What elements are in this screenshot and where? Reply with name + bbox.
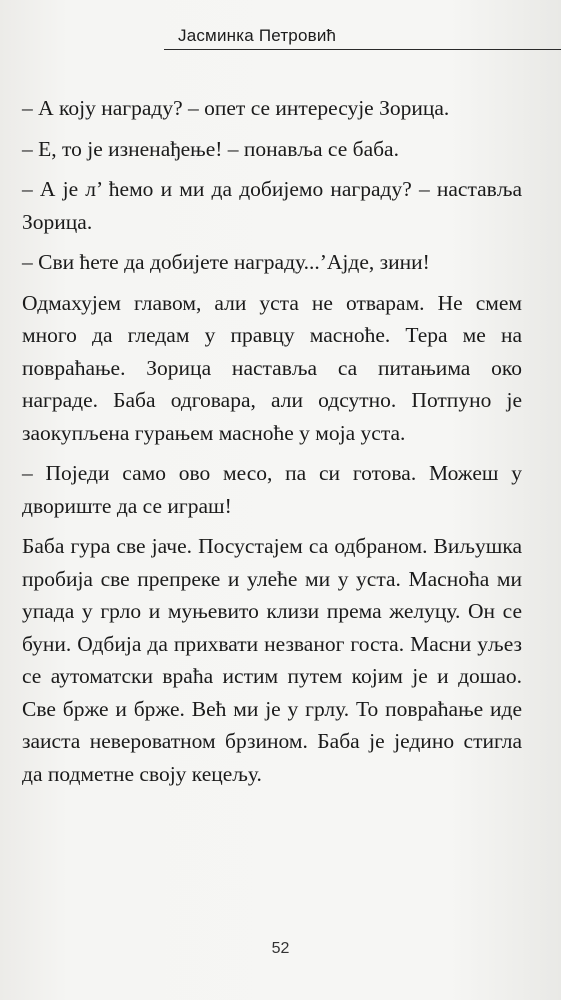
paragraph: Баба гура све јаче. Посустајем са одбраном. Виљушка пробија све препреке и улеће ми у уста. Масноћа ми упада у грло и муњевито клизи према желуцу. Он се буни. Одбија да прихвати незваног госта. Масни уљез се аутоматски враћа истим путем којим је и дошао. Све брже и брже. Већ ми је у грлу. То повраћање иде заиста невероватном брзином. Баба је једино стигла да подметне своју кецељу. bbox=[22, 534, 522, 786]
paragraph: Одмахујем главом, али уста не отварам. Не смем много да гледам у правцу масноће. Тера ме на повраћање. Зорица наставља са питањима око награде. Баба одговара, али одсутно. Потпуно је заокупљена гурањем масноће у моја уста. bbox=[22, 290, 522, 445]
paragraph: – А је л’ ћемо и ми да добијемо награду? – наставља Зорица. bbox=[22, 177, 522, 234]
paragraph: – Сви ћете да добијете награду...’Ајде, зини! bbox=[22, 250, 430, 274]
body-text bbox=[22, 92, 522, 798]
running-header-author: Јасминка Петровић bbox=[178, 26, 337, 45]
header-rule bbox=[164, 49, 561, 50]
page-number: 52 bbox=[271, 940, 290, 957]
paragraph: – Поједи само ово месо, па си готова. Можеш у двориште да се играш! bbox=[22, 461, 522, 518]
paragraph: – А коју награду? – опет се интересује Зорица. bbox=[22, 96, 450, 120]
paragraph: – Е, то је изненађење! – понавља се баба. bbox=[22, 136, 399, 161]
